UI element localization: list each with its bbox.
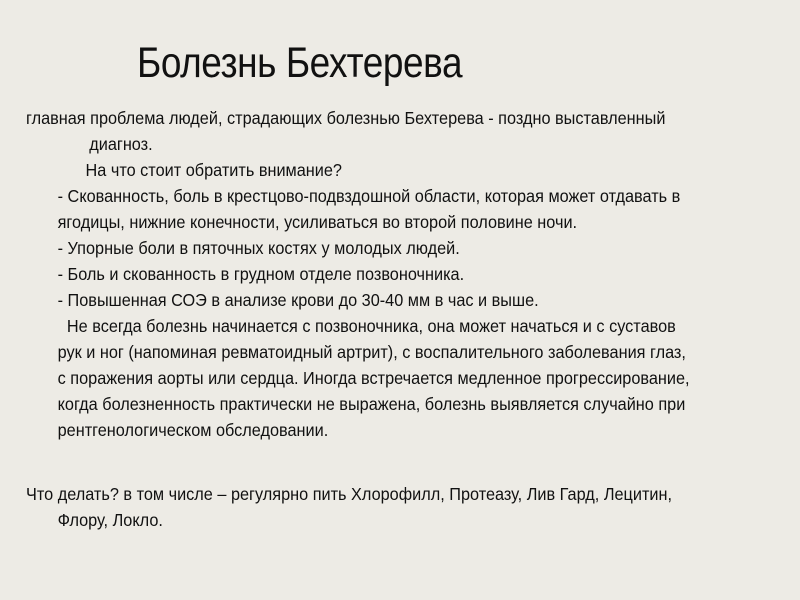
slide-title: Болезнь Бехтерева [137, 39, 463, 87]
lead-line: диагноз. [89, 134, 153, 154]
note-line: Не всегда болезнь начинается с позвоночника, она может начаться и с суставов [66, 316, 676, 336]
symptom-item: - Боль и скованность в грудном отделе позвоночника. [57, 264, 465, 284]
symptom-list [26, 183, 750, 313]
question-text: На что стоит обратить внимание? [85, 160, 342, 180]
note-line: когда болезненность практически не выражена, болезнь выявляется случайно при [57, 394, 686, 414]
lead-paragraph [26, 105, 800, 157]
action-paragraph [26, 481, 800, 533]
action-line: Что делать? в том числе – регулярно пить Хлорофилл, Протеазу, Лив Гард, Лецитин, [26, 484, 673, 504]
note-line: рентгенологическом обследовании. [57, 420, 329, 440]
slide-body [26, 105, 771, 533]
spacer [26, 443, 771, 481]
question-line [26, 157, 750, 183]
symptom-item: - Повышенная СОЭ в анализе крови до 30-40 мм в час и выше. [57, 290, 539, 310]
symptom-item: - Упорные боли в пяточных костях у молодых людей. [57, 238, 460, 258]
action-line: Флору, Локло. [57, 510, 163, 530]
note-line: рук и ног (напоминая ревматоидный артрит), с воспалительного заболевания глаз, [57, 342, 686, 362]
note-line: с поражения аорты или сердца. Иногда встречается медленное прогрессирование, [57, 368, 690, 388]
symptom-item: - Скованность, боль в крестцово-подвздошной области, которая может отдавать в [57, 186, 681, 206]
note-paragraph [26, 313, 750, 443]
lead-line: главная проблема людей, страдающих болезнью Бехтерева - поздно выставленный [26, 108, 666, 128]
symptom-item-continuation: ягодицы, нижние конечности, усиливаться во второй половине ночи. [57, 212, 578, 232]
